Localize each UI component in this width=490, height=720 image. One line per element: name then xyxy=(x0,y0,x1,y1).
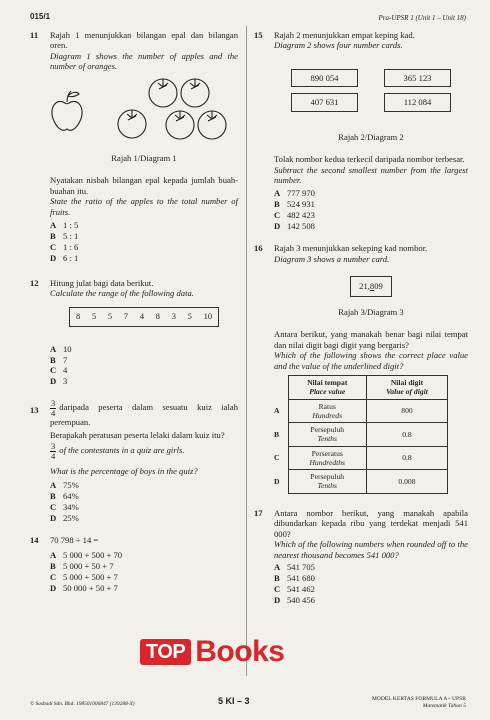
question-number: 14 xyxy=(30,535,39,546)
option-d[interactable]: D 142 508 xyxy=(274,220,315,231)
option-a[interactable]: A 10 xyxy=(50,343,72,354)
question-15 xyxy=(254,30,468,231)
question-text-ms: Antara nombor berikut, yang manakah apabila dibundarkan kepada ribu yang terdekat menjadi 541 000? xyxy=(274,507,468,539)
question-text-en: Diagram 3 shows a number card. xyxy=(274,253,390,264)
data-value: 10 xyxy=(203,311,212,321)
ask-en: State the ratio of the apples to the total number of fruits. xyxy=(50,196,238,217)
option-a[interactable]: A 5 000 + 500 + 70 xyxy=(50,549,123,560)
apples-oranges-illustration xyxy=(50,77,238,143)
orange-icon xyxy=(118,110,146,138)
paper-code: 015/1 xyxy=(30,12,51,21)
ask-ms: Nyatakan nisbah bilangan epal kepada jumlah buah-buahan itu. xyxy=(50,175,238,196)
orange-icon xyxy=(198,111,226,139)
question-text-ms: Rajah 2 menunjukkan empat keping kad. xyxy=(274,30,415,40)
question-number: 15 xyxy=(254,30,263,40)
data-value: 3 xyxy=(171,311,176,321)
question-text-ms: Hitung julat bagi data berikut. xyxy=(50,277,154,288)
question-11 xyxy=(30,30,238,264)
column-header-place-value: Nilai tempat Place value xyxy=(288,376,366,400)
question-12 xyxy=(30,278,238,387)
option-b[interactable]: B 5 : 1 xyxy=(50,231,79,242)
number-card: 407 631 xyxy=(291,93,358,111)
book-title-footer: MODEL KERTAS FORMULA A+ UPSR Matematik Tahun 5 xyxy=(371,696,466,709)
fraction: $\frac{3}{4}$ xyxy=(51,397,56,418)
option-c[interactable]: C 5 000 + 500 + 7 xyxy=(50,571,118,582)
column-header-digit-value: Nilai digit Value of digit xyxy=(366,376,447,400)
number-card: 365 123 xyxy=(384,69,451,87)
option-d[interactable]: D 6 : 1 xyxy=(50,253,79,264)
orange-icon xyxy=(166,111,194,139)
diagram-1-caption: Rajah 1/Diagram 1 xyxy=(111,152,177,163)
question-number: 17 xyxy=(254,507,263,518)
orange-icon xyxy=(149,79,177,107)
left-column xyxy=(30,30,238,593)
option-d[interactable]: D 540 456 xyxy=(274,595,315,606)
question-number: 16 xyxy=(254,243,263,254)
table-row-option-b[interactable]: B Persepuluh Tenths 0.8 xyxy=(274,423,448,447)
option-a[interactable]: A 541 705 xyxy=(274,562,315,573)
data-value: 7 xyxy=(123,311,129,321)
number-card: 112 084 xyxy=(384,93,451,111)
question-number: 12 xyxy=(30,277,39,288)
question-number: 11 xyxy=(30,30,39,40)
place-value-table xyxy=(274,375,448,494)
right-column xyxy=(254,30,468,606)
logo-top: TOP xyxy=(140,639,191,665)
data-value: 5 xyxy=(187,311,192,321)
question-ask-ms: Berapakah peratusan peserta lelaki dalam kuiz itu? xyxy=(50,429,225,440)
apple-icon xyxy=(52,91,82,130)
question-number: 13 xyxy=(30,404,39,415)
column-divider xyxy=(246,26,247,676)
ask-en: Subtract the second smallest number from the largest number. xyxy=(274,164,468,186)
data-value: 8 xyxy=(76,311,81,321)
table-header-row xyxy=(274,376,448,400)
option-b[interactable]: B 524 931 xyxy=(274,198,315,209)
diagram-1 xyxy=(50,77,238,143)
option-c[interactable]: C 1 : 6 xyxy=(50,242,79,253)
option-c[interactable]: C 4 xyxy=(50,365,68,376)
option-b[interactable]: B 7 xyxy=(50,354,68,365)
table-row-option-c[interactable]: C Perseratus Hundredths 0.8 xyxy=(274,446,448,470)
question-text-en: $\frac{3}{4}$ of the contestants in a quiz are girls. xyxy=(51,441,185,461)
option-b[interactable]: B 64% xyxy=(50,490,79,501)
option-d[interactable]: D 25% xyxy=(50,512,79,523)
number-cards xyxy=(285,61,457,120)
question-text-ms: Rajah 3 menunjukkan sekeping kad nombor. xyxy=(274,243,428,254)
option-d[interactable]: D 50 000 + 50 + 7 xyxy=(50,582,118,593)
diagram-3-caption: Rajah 3/Diagram 3 xyxy=(338,306,404,317)
table-row-option-a[interactable]: A Ratus Hundreds 800 xyxy=(274,399,448,423)
option-d[interactable]: D 3 xyxy=(50,376,68,387)
ask-ms: Antara berikut, yang manakah benar bagi nilai tempat dan nilai digit bagi digit yang bergaris? xyxy=(274,329,468,350)
number-card: 890 054 xyxy=(291,69,358,87)
question-text-en: Which of the following numbers when rounded off to the nearest thousand becomes 541 000? xyxy=(274,539,468,560)
number-card: 21,809 xyxy=(350,276,392,296)
question-ask-en: What is the percentage of boys in the quiz? xyxy=(50,466,198,477)
option-b[interactable]: B 5 000 + 50 + 7 xyxy=(50,560,114,571)
question-17 xyxy=(254,508,468,606)
option-c[interactable]: C 482 423 xyxy=(274,209,315,220)
logo-books: Books xyxy=(195,635,285,668)
option-c[interactable]: C 541 462 xyxy=(274,584,315,595)
question-14 xyxy=(30,535,238,593)
topbooks-watermark-logo xyxy=(140,630,350,674)
data-value: 5 xyxy=(107,311,113,321)
orange-icon xyxy=(181,79,209,107)
question-text-ms: $\frac{3}{4}$ daripada peserta dalam sesuatu kuiz ialah perempuan. xyxy=(50,397,238,428)
option-a[interactable]: A 1 : 5 xyxy=(50,220,79,231)
option-a[interactable]: A 75% xyxy=(50,479,79,490)
fraction: $\frac{3}{4}$ xyxy=(51,441,56,461)
question-text-en: Calculate the range of the following data. xyxy=(50,288,194,299)
data-sequence-box xyxy=(69,307,219,327)
ask-ms: Tolak nombor kedua terkecil daripada nombor terbesar. xyxy=(274,154,465,165)
data-value: 8 xyxy=(155,311,160,321)
option-a[interactable]: A 777 970 xyxy=(274,187,315,198)
question-13 xyxy=(30,399,238,523)
table-row-option-d[interactable]: D Persepuluh Tenths 0.008 xyxy=(274,470,448,494)
question-text-en: Diagram 1 shows the number of apples and the number of oranges. xyxy=(50,50,238,72)
diagram-2-caption: Rajah 2/Diagram 2 xyxy=(338,131,404,142)
question-text-ms: Rajah 1 menunjukkan bilangan epal dan bilangan oren. xyxy=(50,30,238,51)
expression: 70 798 ÷ 14 = xyxy=(50,535,99,546)
option-c[interactable]: C 34% xyxy=(50,501,79,512)
underlined-digit: 8 xyxy=(369,281,375,292)
ask-en: Which of the following shows the correct place value and the value of the underlined digit? xyxy=(274,350,468,371)
data-value: 5 xyxy=(91,311,97,321)
data-value: 4 xyxy=(139,311,144,321)
series-title: Pra-UPSR 1 (Unit 1 – Unit 18) xyxy=(378,14,466,22)
question-16 xyxy=(254,243,468,493)
question-text-en: Diagram 2 shows four number cards. xyxy=(274,40,403,51)
copyright-footer: © Sasbadi Sdn. Bhd. 198501006847 (139288-X) xyxy=(30,701,135,707)
page-number: 5 KI – 3 xyxy=(218,696,250,706)
option-b[interactable]: B 541 680 xyxy=(274,573,315,584)
